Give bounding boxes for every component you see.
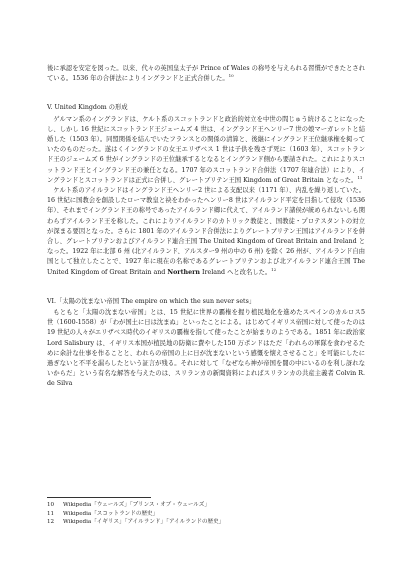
footnote-ref-12: 12 [271, 266, 277, 272]
footnotes [47, 501, 365, 527]
section-vi-heading: VI.「太陽の沈まない帝国 The empire on which the sun never sets」 [47, 297, 256, 305]
paragraph-wales-end: 後に承認を安定を図った。以来、代々の英国皇太子が Prince of Wales の称号を与えられる習慣ができたとされている。1536 年の合併法によりイングランドと正式合併した。$^{10}$ [47, 65, 365, 83]
footnote-10: 10 Wikipedia「ウェールズ」「プリンス・オブ・ウェールズ」 [47, 502, 210, 508]
footnote-divider [47, 497, 151, 498]
footnote-11: 11 Wikipedia「スコットランドの歴史」 [47, 510, 159, 517]
section-v-heading: V. United Kingdom の形成 [47, 104, 128, 112]
footnote-12: 12 Wikipedia「イギリス」「アイルランド」「アイルランドの歴史」 [47, 519, 225, 526]
paragraph-ireland: ケルト系のアイルランドはイングランド王ヘンリー2 世による支配以来（1171 年）、内乱を繰り返していた。16 世紀に国教会を創設したローマ教皇と袂をわかったヘンリー8 世はアイルランド平定を目指して侵攻（1536 年）、それまでイングランド王の称号であったアイルランド卿に代えて、アイルランド諸侯が統められないしも関わらずアイルランド王を称した。これによりアイルランドのカトリック教徒と、国教徒・プロテスタントの対立が深まる要因となった。さらに 1801 年のアイルランド合併法によりグレートブリテン王国はアイルランドを併合し、グレートブリテンおよびアイルランド連合王国 The United Kingdom of Great Britain and Ireland となった。1922 年に北部 6 州 (北アイルランド、アルスター9 州の中の 6 州) を除く 26 州が、アイルランド自由国として独立したことで、1927 年に現在の名称であるグレートブリテンおよび北アイルランド連合王国 The United Kingdom of Great Britain and Northern Ireland へと改名した。$^{12}$ [47, 187, 365, 276]
footnote-ref-10: 10 [228, 73, 234, 79]
footnote-ref-11: 11 [357, 174, 363, 180]
paragraph-scotland: ゲルマン系のイングランドは、ケルト系のスコットランドと政治的対立を中世の間じゅう続けることになったし、しかし 16 世紀にスコットランド王ジェームズ 4 世は、イングランド王ヘンリー7 世の娘マーガレットと結婚した（1503 年）。同盟関係を結んでいたフランスとの関係の清算と、後継にイングランド王位継承権を掲っていたのものだった。遂はくイングランドの女王エリザベス 1 世は子供を残さず死に（1603 年）、スコットランド王のジェームズ 6 世がイングランドの王位継承するとなるとイングランド側から要請された。これによりスコットランド王とイングランド王の兼任となる。1707 年のスコットランド合併法（1707 年連合法）により、イングランドとスコットランドは正式に合併し、グレートブリテン王国 Kingdom of Great Britain となった。$^{11}$ [47, 115, 365, 184]
bold-northern: Northern [167, 268, 200, 276]
body-text [47, 64, 365, 390]
paragraph-empire: もともと「太陽の沈まない帝国」とは、15 世紀に世界の覇権を握り植民地化を進めたスペインのカルロス5 世（1600-1558）が「わが国土に日は沈まぬ」といったことによる。はじめてイギリス帝国に対して使ったのは 19 世紀の人々がエリザベス時代のイギリスの覇権を指して使ったことが始まりのようである。1851 年に政治家 Lord Salisbury は、イギリス本国が植民地の防衛に費やした150 万ポンドはただ「われらの軍隊を食わせるために余計な仕事を作ることと、われらの帝国の上に日が沈まないという感慨を懐えさせること」を可能にしたに過ぎないと不平を漏らしたという証言が残る。それに対して「なぜなら神が帝国を闇の中にいるのを利し訝れないからだ」という有名な解答を与えたのは、スリランカの新聞資料によればスリランカの共産主義者 Colvin R. de Silva [47, 309, 365, 388]
